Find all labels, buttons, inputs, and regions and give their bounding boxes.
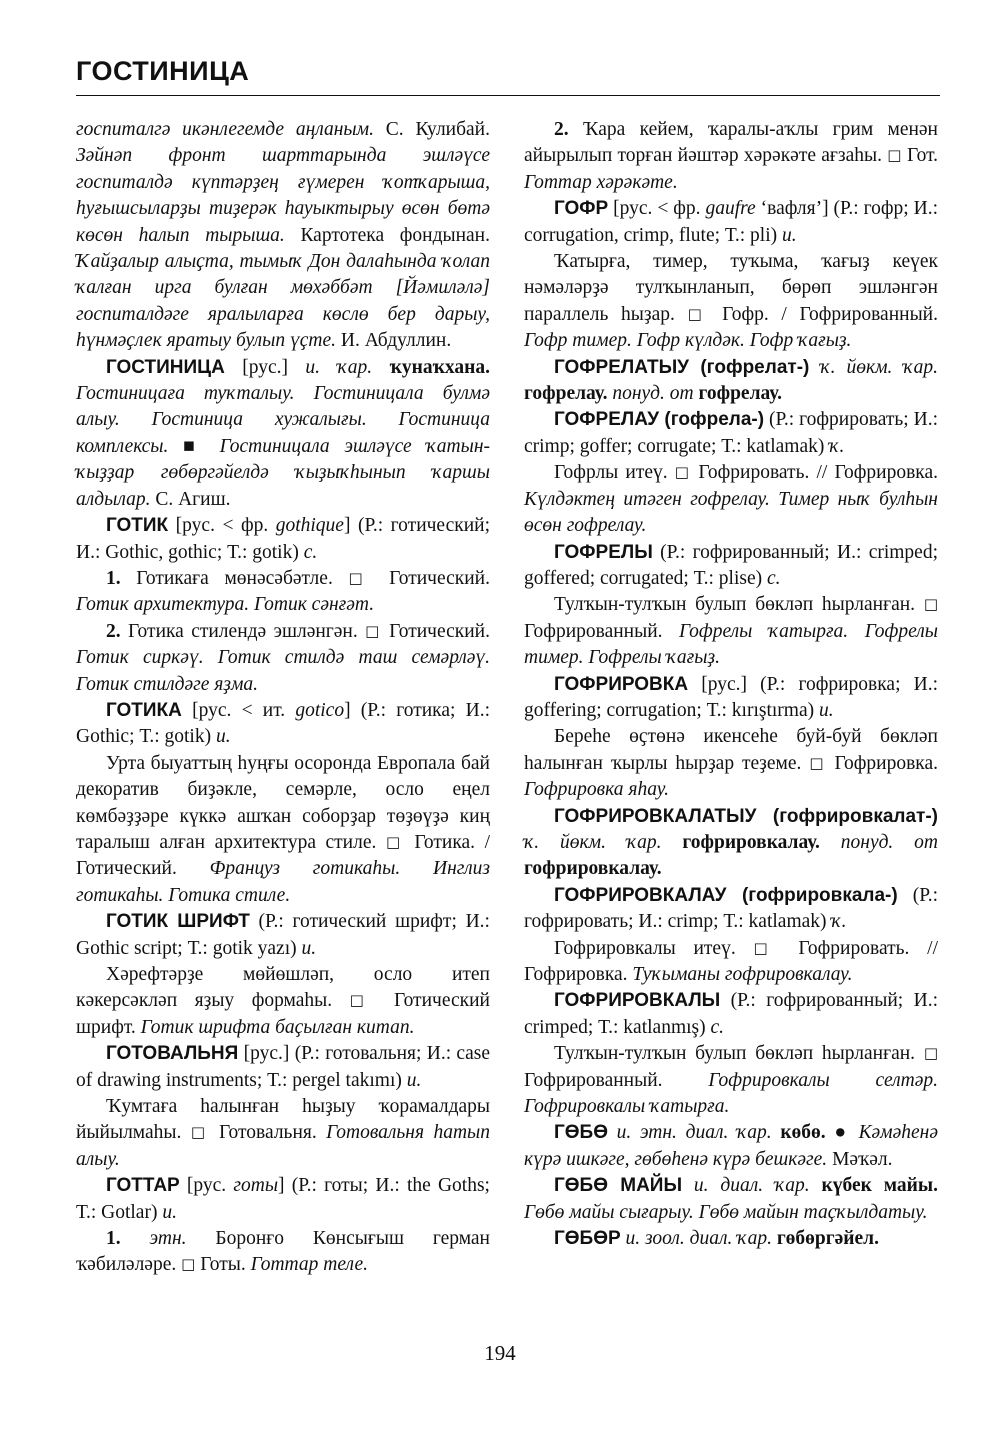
text-run: и. (781, 224, 797, 246)
left-column (76, 117, 490, 1279)
text-run: [рус. < фр. (168, 515, 276, 537)
text-run: Готовальня. (209, 1122, 327, 1144)
entry-continuation (76, 117, 490, 355)
equivalent-marker: □ (181, 1255, 196, 1274)
text-run: Готик шрифта баҫылған китап. (140, 1016, 415, 1038)
headword: ГОТИКА (106, 699, 182, 721)
text-run: Гофрировать. // Гофрировка. (524, 937, 938, 985)
text-run: Гофрелы ҡатырға. Гофрелы тимер. Гофрелы ҡағыҙ. (524, 620, 938, 669)
text-run: с. (303, 541, 318, 563)
entry-gostinica (76, 355, 490, 513)
headword: ГОФРЕЛЫ (554, 541, 653, 563)
entry-gotika (76, 698, 490, 751)
text-run: күбек майы. (821, 1175, 938, 1197)
text-run: Готик архитектура. Готик сәнғәт. (76, 594, 375, 616)
text-run: (Р.: гофрировать; И.: crimp; goffer; corrugate; Т.: katlamak) (524, 409, 938, 457)
text-run: Гөбө майы сығарыу. Гөбө майын таҫҡылдатыу. (524, 1201, 928, 1223)
text-run: Гофрировка. (826, 752, 938, 774)
text-run: Готика стилендә эшләнгән. (120, 620, 366, 642)
text-run: и. диал. ҡар. (693, 1175, 822, 1197)
entry-gofrelau (524, 407, 938, 460)
text-run: Готика. / Готический. (76, 831, 490, 880)
entry-gobo (524, 1120, 938, 1173)
definition-gofr (524, 249, 938, 355)
entry-gobo-mayy (524, 1173, 938, 1226)
text-run: гофрировкалау. (524, 858, 662, 880)
text-run: Туҡыманы гофрировкалау. (632, 964, 853, 985)
text-run: Гостиницаға туҡталыу. Гостиницала булмә алыу. Гостиница хужалығы. Гостиница комплексы. (76, 383, 490, 457)
text-run: көбө. (780, 1122, 835, 1144)
equivalent-marker: □ (753, 938, 781, 957)
text-run: Хәрефтәрҙе мөйөшләп, осло итеп кәкерсәкләп яҙыу формаһы. (76, 964, 490, 1012)
text-run: [рус. < ит. (181, 699, 296, 721)
text-run: Готикаға мөнәсәбәтле. (120, 567, 349, 589)
text-run: gaufre (705, 198, 756, 220)
text-run: ■ (183, 435, 220, 457)
text-run: Гофрированный. (524, 620, 680, 642)
text-run: Мәҡәл. (832, 1148, 893, 1170)
text-run: и. (819, 699, 834, 721)
entry-gotik-shrift (76, 909, 490, 962)
text-run: [рус.] (224, 356, 306, 378)
text-run: Урта быуаттың һуңғы осоронда Европала бай декоратив биҙәкле, семәрле, осло еңел көмбәҙҙәре күккә ашҡан соборҙар төҙөүҙә киң таралыш алған архитектура стиле. (76, 752, 490, 853)
text-run: гофрировкалау. (682, 831, 841, 853)
equivalent-marker: □ (687, 304, 710, 323)
entry-gofrely (524, 540, 938, 593)
entry-gobor (524, 1226, 938, 1252)
text-run: Готический шрифт. (76, 990, 490, 1038)
text-run: gotico (295, 699, 345, 721)
text-run: ] (Р.: готы; И.: the Goths; Т.: Gotlar) (76, 1175, 490, 1223)
right-column (524, 117, 938, 1252)
text-run: Готовальня һатып алыу. (76, 1122, 490, 1170)
text-run: Гот. (901, 145, 938, 167)
text-run: Гофрировкалы селтәр. Гофрировкалы ҡатырға. (524, 1069, 938, 1118)
text-run: госпиталгә икәнлегемде аңланым. (76, 119, 386, 140)
text-run: Ҡара кейем, ҡаралы-аҡлы грим менән айырылып торған йәштәр хәрәкәте ағзаһы. (524, 119, 938, 167)
text-run: ● (834, 1122, 859, 1144)
text-run: Готический. (381, 620, 490, 642)
text-run: (Р.: гофрировать; И.: crimp; Т.: katlamak) (524, 884, 938, 933)
running-header: ГОСТИНИЦА (76, 56, 250, 86)
entry-gofr (524, 196, 938, 249)
text-run: и. (162, 1201, 177, 1223)
text-run: ҡ. (829, 435, 845, 457)
equivalent-marker: □ (923, 595, 938, 614)
headword: ГОТИК (106, 515, 169, 537)
headword: ГӨБӨР (554, 1228, 621, 1250)
text-run (809, 357, 820, 378)
text-run: 2. (554, 119, 569, 140)
text-run: 1. (106, 1228, 150, 1250)
text-run: (Р.: готический шрифт; И.: Gothic script; Т.: gotik yazı) (76, 911, 490, 959)
headword: ГОФРИРОВКАЛЫ (554, 990, 721, 1012)
entry-gofrirovkalatyu (524, 804, 938, 883)
equivalent-marker: □ (348, 568, 374, 587)
sense-gotik-2 (76, 619, 490, 698)
headword: ГОФРЕЛАТЫУ (гофрелат-) (554, 356, 810, 378)
text-run: Ҡайҙалыр алыҫта, тымыҡ Дон далаһында ҡолап ҡалған ирга булған мөхәббәт [Йәмиләлә] госпиталдәге яралыларға көслө бер дарыу, һүнмәҫлек яратыу булып үҫте. (76, 251, 490, 352)
text-run: 1. (106, 567, 121, 589)
headword: ГОФРИРОВКАЛАУ (гофрировкала-) (554, 884, 898, 906)
text-run: Зәйнәп фронт шарттарында эшләүсе госпиталдә күптәрҙең ғүмерен ҡотҡарыша, һуғышсыларҙы тиҙерәк һауыктырыу өсөн бөтә көсөн һалып тырыша. (76, 145, 490, 246)
headword: ГОФРИРОВКАЛАТЫУ (гофрировкалат-) (554, 805, 938, 827)
entry-gotovalnya (76, 1041, 490, 1094)
text-run: gothique (275, 515, 344, 537)
definition-gofrirovkalau (524, 936, 938, 989)
text-run: Гофрировать. // Гофрировка. (691, 462, 938, 484)
text-run: [рус. (179, 1175, 234, 1197)
equivalent-marker: □ (385, 832, 405, 851)
text-run: (Р.: гофрированный; И.: crimped; Т.: katlanmış) (524, 990, 938, 1038)
definition-gotovalnya (76, 1094, 490, 1173)
text-run: ] (Р.: готический; И.: Gothic, gothic; Т.: gotik) (76, 515, 490, 563)
text-run: Ҡумтаға һалынған һыҙыу ҡорамалдары йыйылмаһы. (76, 1096, 490, 1144)
equivalent-marker: □ (923, 1044, 938, 1063)
text-run: (Р.: гофрированный; И.: crimped; goffered; corrugated; Т.: plise) (524, 541, 938, 589)
text-run: Гофр тимер. Гофр күлдәк. Гофр ҡағыҙ. (524, 330, 852, 352)
entry-gofrelatyu (524, 355, 938, 408)
entry-gofrirovka (524, 672, 938, 725)
text-run (682, 1175, 694, 1196)
text-run: [рус.] (Р.: готовальня; И.: case of drawing instruments; Т.: pergel takımı) (76, 1043, 490, 1091)
definition-gofrelau (524, 460, 938, 539)
sense-gottar-1 (76, 1226, 490, 1279)
text-run: Тулҡын-тулҡын булып бөкләп һырланған. (554, 594, 924, 616)
text-run: 2. (106, 620, 121, 642)
definition-gofrirovkaly (524, 1041, 938, 1120)
text-run: понуд. от (840, 831, 939, 853)
headword: ГӨБӨ (554, 1122, 608, 1144)
text-run: ҡунаҡхана. (389, 356, 490, 378)
text-run: с. (766, 567, 781, 589)
headword: ГОТИК ШРИФТ (106, 911, 250, 933)
text-run: С. Кулибай. (385, 119, 490, 140)
text-run: Готический. (373, 567, 490, 589)
header-rule (76, 95, 940, 96)
page-number: 194 (484, 1341, 516, 1365)
text-run (608, 1122, 617, 1143)
text-run: [рус. < фр. (608, 198, 706, 220)
text-run: Готик сиркәү. Готик стилдә таш семәрләү. Готик стилдәге яҙма. (76, 647, 490, 695)
headword: ГОФРЕЛАУ (гофрела-) (554, 409, 765, 431)
text-run: ҡ. йөкм. ҡар. (820, 356, 939, 378)
equivalent-marker: □ (349, 991, 377, 1010)
text-run: Береһе өҫтөнә икенсеһе буй-буй бөкләп һалынған ҡырлы һырҙар теҙеме. (524, 726, 938, 774)
headword: ГОФРИРОВКА (554, 673, 689, 695)
entry-gotik (76, 513, 490, 566)
equivalent-marker: □ (887, 146, 902, 165)
text-run: Гостиницала эшләүсе ҡатын-ҡыҙҙар гөбөргәйелдә ҡыҙыҡһынып ҡаршы алдылар. (76, 435, 490, 510)
text-run: Готтар хәрәкәте. (524, 171, 678, 193)
text-run: ҡ. (831, 911, 847, 933)
text-run: готы (233, 1175, 279, 1197)
headword: ГОТОВАЛЬНЯ (106, 1043, 239, 1065)
text-run: и. (406, 1069, 422, 1091)
definition-gotik-shrift (76, 962, 490, 1041)
text-run: Гофрлы итеү. (554, 462, 675, 484)
entry-gofrirovkaly (524, 988, 938, 1041)
text-run: Ҡатырға, тимер, туҡыма, ҡағыҙ кеүек нәмәләрҙә тулҡынланып, бөрөп эшләнгән параллель һыҙар. (524, 251, 938, 325)
entry-gofrirovkalau (524, 883, 938, 936)
text-run: ҡ. йөкм. ҡар. (524, 831, 683, 853)
text-run: Гофрировкалы итеү. (554, 937, 754, 959)
text-run: и. этн. диал. ҡар. (616, 1122, 781, 1144)
sense-gotik-1 (76, 566, 490, 619)
equivalent-marker: □ (190, 1123, 210, 1142)
sense-gottar-2 (524, 117, 938, 196)
headword: ГОСТИНИЦА (106, 356, 225, 378)
definition-gofrirovka (524, 724, 938, 803)
text-run: ] (Р.: готика; И.: Gothic; Т.: gotik) (76, 699, 490, 748)
text-run: Кәмәһенә күрә ишкәге, гөбөһенә күрә бешкәге. (524, 1122, 939, 1170)
text-run: Картотека фондынан. (300, 224, 490, 246)
text-run: Боронғо Көнсығыш герман ҡәбиләләре. (76, 1228, 490, 1276)
text-run: с. (710, 1016, 725, 1038)
text-run: гөбөргәйел. (776, 1228, 879, 1250)
text-run: и. (215, 726, 231, 748)
text-run: Гофрированный. (524, 1069, 709, 1091)
text-run: и. ҡар. (305, 356, 390, 378)
equivalent-marker: □ (809, 753, 827, 772)
text-run: Тулҡын-тулҡын булып бөкләп һырланған. (554, 1043, 924, 1065)
headword: ГОТТАР (106, 1175, 180, 1197)
text-run: С. Агиш. (155, 488, 231, 510)
equivalent-marker: □ (365, 621, 382, 640)
headword: ГӨБӨ МАЙЫ (554, 1175, 683, 1197)
equivalent-marker: □ (674, 463, 692, 482)
text-run: ‘вафля’] (Р.: гофр; И.: corrugation, crimp, flute; Т.: pli) (524, 198, 938, 246)
text-run: понуд. от (612, 383, 699, 405)
definition-gofrely (524, 592, 938, 671)
text-run: и. зоол. диал. ҡар. (625, 1228, 777, 1250)
text-run: гофрелау. (524, 383, 613, 405)
text-run: Француз готикаһы. Инглиз готикаһы. Готика стиле. (76, 858, 490, 906)
headword: ГОФР (554, 198, 609, 220)
text-run: И. Абдуллин. (340, 330, 452, 352)
text-run: этн. (149, 1228, 216, 1250)
text-run: Гофр. / Гофрированный. (709, 303, 938, 325)
text-run: Күлдәктең итәген гофрелау. Тимер ныҡ булһын өсөн гофрелау. (524, 488, 938, 537)
text-run: и. (301, 937, 317, 959)
text-run: Готтар теле. (250, 1254, 369, 1276)
text-run: Готы. (195, 1254, 251, 1276)
text-run: [рус.] (Р.: гофрировка; И.: goffering; corrugation; Т.: kırıştırma) (524, 673, 938, 721)
text-run: гофрелау. (698, 383, 782, 405)
entry-gottar (76, 1173, 490, 1226)
text-run: Гофрировка яһау. (524, 779, 670, 801)
definition-gotika (76, 751, 490, 909)
